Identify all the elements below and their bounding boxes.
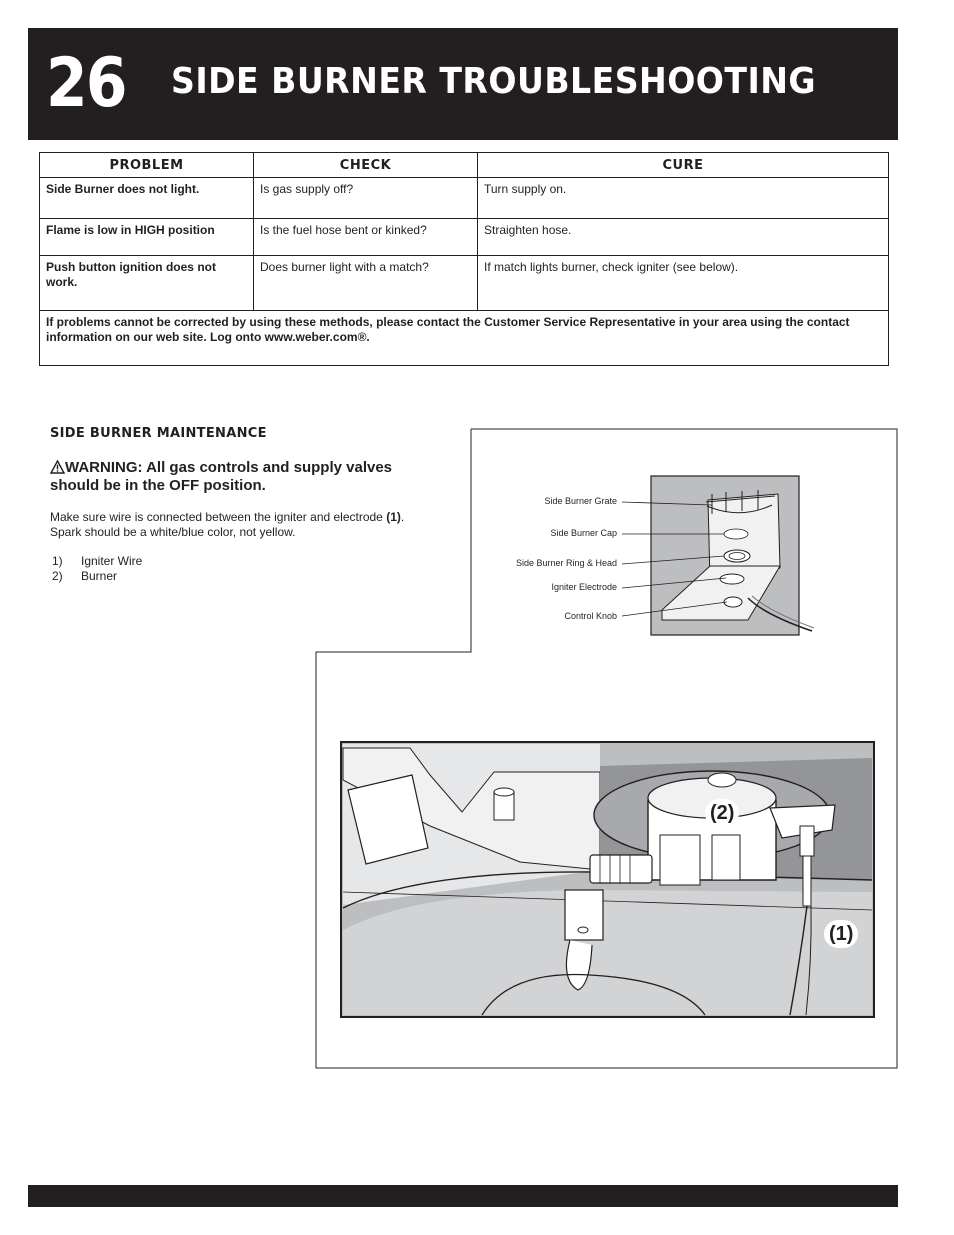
warning-label: WARNING: All gas controls and supply valves should be in the OFF position. <box>50 459 393 494</box>
body-prefix: Make sure wire is connected between the igniter and electrode <box>50 510 387 524</box>
check-cell: Is gas supply off? <box>254 178 478 219</box>
problem-cell: Side Burner does not light. <box>40 178 254 219</box>
inset-label-cap: Side Burner Cap <box>550 528 617 538</box>
maintenance-title: SIDE BURNER MAINTENANCE <box>50 426 267 441</box>
column-header: CURE <box>478 153 889 178</box>
cure-cell: Turn supply on. <box>478 178 889 219</box>
cure-cell: If match lights burner, check igniter (see below). <box>478 256 889 311</box>
problem-cell: Push button ignition does not work. <box>40 256 254 311</box>
page-number: 26 <box>46 44 126 123</box>
legend-label: Burner <box>81 569 118 583</box>
body-ref: (1) <box>386 510 401 524</box>
legend-label: Igniter Wire <box>81 554 143 568</box>
page-title: SIDE BURNER TROUBLESHOOTING <box>171 61 817 102</box>
check-cell: Does burner light with a match? <box>254 256 478 311</box>
callout-igniter-wire: (1) <box>824 920 858 948</box>
check-cell: Is the fuel hose bent or kinked? <box>254 219 478 256</box>
main-illustration <box>341 742 874 1017</box>
body-suffix: . Spark should be a white/blue color, not yellow. <box>50 510 405 539</box>
footer-bar <box>28 1185 898 1207</box>
inset-label-knob: Control Knob <box>564 611 617 621</box>
inset-diagram <box>622 476 814 635</box>
inset-label-electrode: Igniter Electrode <box>551 582 617 592</box>
inset-label-grate: Side Burner Grate <box>544 496 617 506</box>
problem-cell: Flame is low in HIGH position <box>40 219 254 256</box>
column-header: PROBLEM <box>40 153 254 178</box>
legend-number: 2) <box>52 569 63 583</box>
column-header: CHECK <box>254 153 478 178</box>
inset-label-ring-head: Side Burner Ring & Head <box>515 558 617 568</box>
callout-burner: (2) <box>705 799 739 827</box>
cure-cell: Straighten hose. <box>478 219 889 256</box>
footer-note: If problems cannot be corrected by using these methods, please contact the Customer Service Representative in your area using the contact information on our web site. Log onto www.weber.com®. <box>40 311 889 366</box>
legend-number: 1) <box>52 554 63 568</box>
